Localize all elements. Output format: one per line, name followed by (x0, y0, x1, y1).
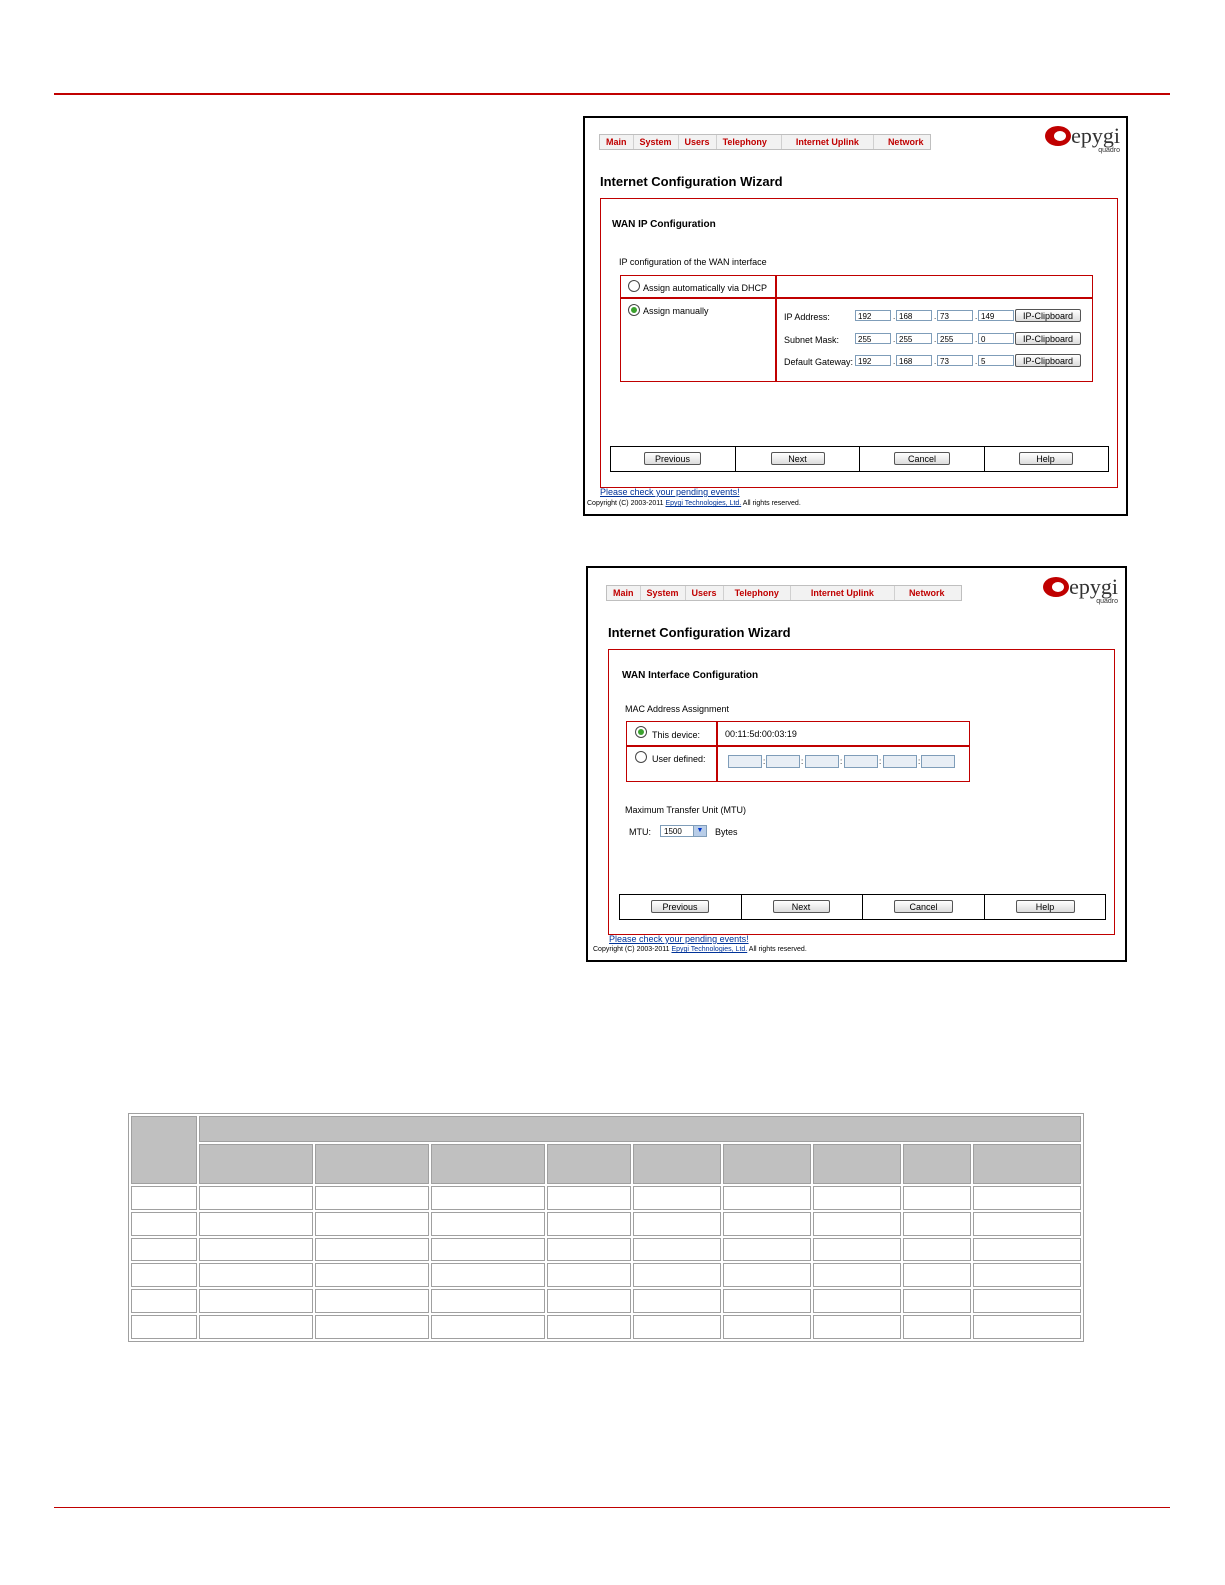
next-button[interactable]: Next (773, 900, 830, 913)
table-cell (813, 1238, 901, 1262)
table-cell (131, 1289, 197, 1313)
table-column-header (973, 1144, 1081, 1184)
copyright-prefix: Copyright (C) 2003-2011 (587, 500, 666, 507)
button-cell (985, 895, 1106, 919)
sep: . (975, 312, 978, 321)
table-cell (723, 1238, 811, 1262)
dhcp-label: Assign automatically via DHCP (643, 283, 768, 293)
table-row (131, 1263, 1081, 1287)
gw-octet-1[interactable]: 192 (855, 355, 891, 366)
tab-internet-uplink[interactable]: Internet Uplink (791, 586, 895, 600)
subnet-mask-label: Subnet Mask: (784, 335, 840, 345)
default-gateway-label: Default Gateway: (784, 357, 854, 367)
ip-address-label: IP Address: (784, 312, 830, 322)
mtu-selected-value: 1500 (664, 827, 682, 836)
tab-users[interactable]: Users (679, 135, 717, 149)
tab-system[interactable]: System (641, 586, 686, 600)
gw-octet-4[interactable]: 5 (978, 355, 1014, 366)
mtu-select[interactable] (660, 825, 707, 837)
mac-octet-2[interactable] (766, 755, 800, 768)
table-corner-header (131, 1116, 197, 1184)
tab-network[interactable]: Network (908, 588, 945, 598)
table-cell (813, 1186, 901, 1210)
mac-octet-1[interactable] (728, 755, 762, 768)
epygi-logo (1028, 574, 1118, 605)
table-cell (131, 1263, 197, 1287)
mac-octet-3[interactable] (805, 755, 839, 768)
manual-radio[interactable] (628, 304, 640, 316)
pending-events-link[interactable]: Please check your pending events! (609, 934, 749, 944)
sep: : (918, 757, 921, 766)
table-column-header (633, 1144, 721, 1184)
page-title: Internet Configuration Wizard (600, 174, 783, 189)
table-cell (973, 1289, 1081, 1313)
tab-internet-uplink[interactable]: Internet Uplink (782, 135, 874, 149)
table-column-header (315, 1144, 429, 1184)
table-row (131, 1186, 1081, 1210)
table-group-header (199, 1116, 1081, 1142)
section-label: IP configuration of the WAN interface (619, 257, 767, 267)
bottom-rule (54, 1507, 1170, 1508)
table-row (131, 1212, 1081, 1236)
table-cell (199, 1238, 313, 1262)
table-cell (199, 1263, 313, 1287)
sep: . (934, 312, 937, 321)
table-cell (973, 1186, 1081, 1210)
table-cell (431, 1212, 545, 1236)
table-cell (903, 1238, 971, 1262)
page-title: Internet Configuration Wizard (608, 625, 791, 640)
table-cell (813, 1212, 901, 1236)
table-cell (199, 1186, 313, 1210)
table-cell (431, 1315, 545, 1339)
table-cell (813, 1289, 901, 1313)
chevron-down-icon[interactable]: ▼ (693, 826, 706, 836)
table-cell (973, 1238, 1081, 1262)
copyright (587, 500, 801, 507)
gw-octet-3[interactable]: 73 (937, 355, 973, 366)
table-row (131, 1315, 1081, 1339)
table-cell (131, 1315, 197, 1339)
gw-octet-2[interactable]: 168 (896, 355, 932, 366)
table-cell (903, 1289, 971, 1313)
mtu-label: MTU: (629, 827, 651, 837)
button-cell (985, 447, 1109, 471)
table-cell (547, 1238, 631, 1262)
mask-octet-1[interactable]: 255 (855, 333, 891, 344)
mac-octet-4[interactable] (844, 755, 878, 768)
button-cell (863, 895, 985, 919)
table-cell (723, 1212, 811, 1236)
logo-sub: quadro (1096, 598, 1118, 605)
user-defined-label: User defined: (652, 754, 706, 764)
cancel-button[interactable]: Cancel (894, 452, 950, 465)
sep: . (893, 335, 896, 344)
sep: . (934, 335, 937, 344)
top-nav (606, 585, 962, 601)
table-cell (633, 1289, 721, 1313)
table-cell (903, 1186, 971, 1210)
ip-octet-4[interactable]: 149 (978, 310, 1014, 321)
dhcp-radio[interactable] (628, 280, 640, 292)
table-row (131, 1289, 1081, 1313)
table-row (131, 1238, 1081, 1262)
help-button[interactable]: Help (1019, 452, 1073, 465)
sep: : (801, 757, 804, 766)
screenshot-wan-ip-configuration (583, 116, 1128, 516)
tab-telephony[interactable]: Telephony (724, 586, 791, 600)
panel-title: WAN Interface Configuration (622, 670, 759, 681)
sep: . (893, 312, 896, 321)
sep: : (879, 757, 882, 766)
table-column-header (903, 1144, 971, 1184)
table-cell (723, 1289, 811, 1313)
mac-assignment-label: MAC Address Assignment (625, 704, 730, 714)
table-cell (633, 1315, 721, 1339)
table-column-header (813, 1144, 901, 1184)
table-cell (547, 1263, 631, 1287)
table-cell (973, 1263, 1081, 1287)
top-nav (599, 134, 931, 150)
top-rule (54, 93, 1170, 95)
mask-octet-2[interactable]: 255 (896, 333, 932, 344)
ip-octet-3[interactable]: 73 (937, 310, 973, 321)
previous-button[interactable]: Previous (651, 900, 709, 913)
button-bar (610, 446, 1109, 472)
tab-system[interactable]: System (634, 135, 679, 149)
empty-table (128, 1113, 1084, 1342)
sep: . (975, 335, 978, 344)
button-cell (736, 447, 861, 471)
copyright-suffix: All rights reserved. (747, 946, 807, 953)
table-cell (973, 1212, 1081, 1236)
screenshot-wan-interface-configuration (586, 566, 1127, 962)
ip-clipboard-button[interactable]: IP-Clipboard (1015, 309, 1081, 322)
dhcp-option-right-box (775, 275, 1093, 299)
logo-word: epygi (1071, 123, 1120, 148)
table-cell (315, 1315, 429, 1339)
logo-word: epygi (1069, 574, 1118, 599)
table-cell (903, 1263, 971, 1287)
table-cell (813, 1263, 901, 1287)
table-cell (199, 1315, 313, 1339)
table-cell (131, 1238, 197, 1262)
table-cell (547, 1212, 631, 1236)
mask-clipboard-button[interactable]: IP-Clipboard (1015, 332, 1081, 345)
tab-network[interactable]: Network (887, 137, 924, 147)
mtu-unit: Bytes (715, 827, 738, 837)
table-cell (315, 1212, 429, 1236)
sep: . (934, 357, 937, 366)
tab-telephony[interactable]: Telephony (717, 135, 782, 149)
table-cell (633, 1186, 721, 1210)
sep: : (840, 757, 843, 766)
table-cell (633, 1238, 721, 1262)
table-cell (723, 1186, 811, 1210)
pending-events-link[interactable]: Please check your pending events! (600, 487, 740, 497)
next-button[interactable]: Next (771, 452, 825, 465)
table-column-header (723, 1144, 811, 1184)
table-cell (813, 1315, 901, 1339)
device-mac-value: 00:11:5d:00:03:19 (725, 729, 797, 739)
table-cell (431, 1186, 545, 1210)
copyright-company-link[interactable]: Epygi Technologies, Ltd. (665, 500, 742, 507)
tab-main[interactable]: Main (607, 586, 641, 600)
table-cell (131, 1212, 197, 1236)
help-button[interactable]: Help (1016, 900, 1075, 913)
copyright-company-link[interactable]: Epygi Technologies, Ltd. (671, 946, 748, 953)
copyright (593, 946, 807, 953)
logo-sub: quadro (1098, 147, 1120, 154)
table-cell (903, 1315, 971, 1339)
table-cell (547, 1315, 631, 1339)
wizard-panel (608, 649, 1115, 935)
table-cell (131, 1186, 197, 1210)
ip-octet-2[interactable]: 168 (896, 310, 932, 321)
tab-main[interactable]: Main (600, 135, 634, 149)
table-cell (431, 1238, 545, 1262)
table-cell (973, 1315, 1081, 1339)
previous-button[interactable]: Previous (644, 452, 701, 465)
button-cell (620, 895, 742, 919)
table-cell (547, 1289, 631, 1313)
this-device-radio[interactable] (635, 726, 647, 738)
table-cell (723, 1263, 811, 1287)
sep: : (763, 757, 766, 766)
table-cell (315, 1289, 429, 1313)
sep: . (893, 357, 896, 366)
table-cell (431, 1289, 545, 1313)
user-defined-radio[interactable] (635, 751, 647, 763)
table-cell (633, 1263, 721, 1287)
table-cell (903, 1212, 971, 1236)
tab-users[interactable]: Users (686, 586, 724, 600)
button-bar (619, 894, 1106, 920)
ip-octet-1[interactable]: 192 (855, 310, 891, 321)
table-cell (633, 1212, 721, 1236)
mask-octet-3[interactable]: 255 (937, 333, 973, 344)
wizard-panel (600, 198, 1118, 488)
table-cell (199, 1212, 313, 1236)
manual-label: Assign manually (643, 306, 709, 316)
logo-mark-icon (1045, 126, 1071, 146)
logo-mark-icon (1043, 577, 1069, 597)
button-cell (611, 447, 736, 471)
mac-octet-5[interactable] (883, 755, 917, 768)
table-cell (315, 1238, 429, 1262)
table-column-header (431, 1144, 545, 1184)
mask-octet-4[interactable]: 0 (978, 333, 1014, 344)
panel-title: WAN IP Configuration (612, 219, 716, 230)
table-cell (315, 1263, 429, 1287)
button-cell (742, 895, 864, 919)
table-column-header (547, 1144, 631, 1184)
epygi-logo (1035, 123, 1120, 154)
table-cell (315, 1186, 429, 1210)
mac-octet-6[interactable] (921, 755, 955, 768)
table-cell (547, 1186, 631, 1210)
cancel-button[interactable]: Cancel (894, 900, 953, 913)
mtu-section-label: Maximum Transfer Unit (MTU) (625, 805, 747, 815)
sep: . (975, 357, 978, 366)
copyright-prefix: Copyright (C) 2003-2011 (593, 946, 672, 953)
table-cell (723, 1315, 811, 1339)
button-cell (860, 447, 985, 471)
copyright-suffix: All rights reserved. (741, 500, 801, 507)
table-column-header (199, 1144, 313, 1184)
table-cell (199, 1289, 313, 1313)
gw-clipboard-button[interactable]: IP-Clipboard (1015, 354, 1081, 367)
this-device-label: This device: (652, 730, 701, 740)
table-cell (431, 1263, 545, 1287)
